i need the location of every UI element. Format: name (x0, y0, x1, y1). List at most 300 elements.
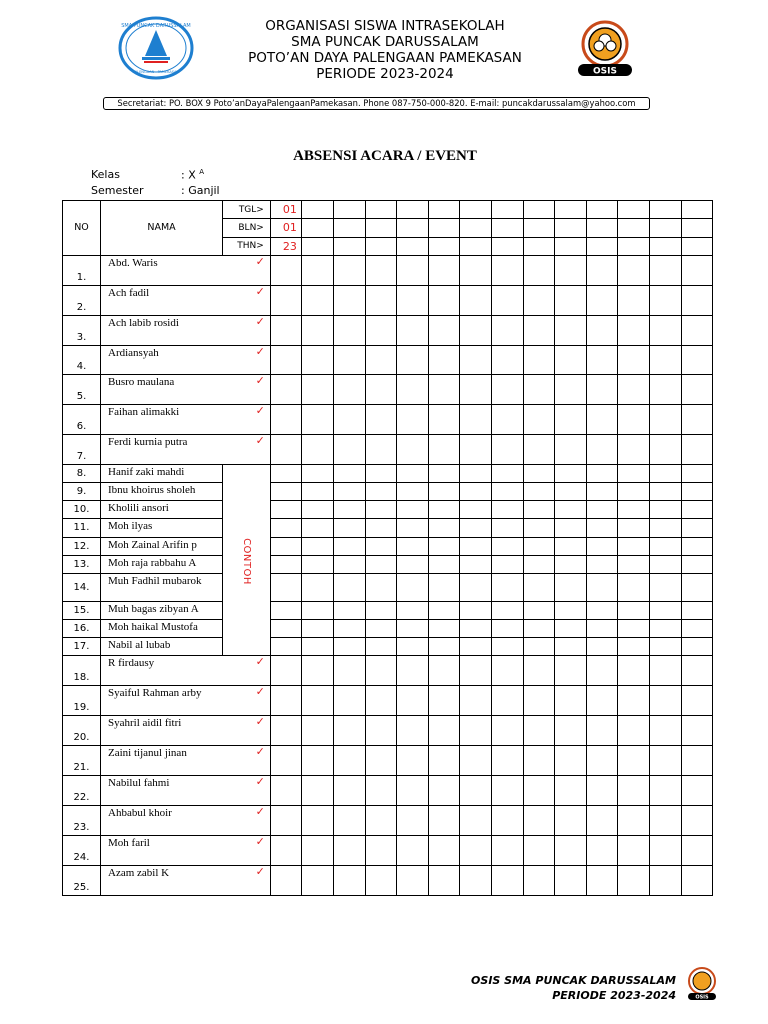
attendance-cell[interactable] (428, 573, 460, 602)
attendance-cell[interactable] (618, 465, 650, 483)
attendance-cell[interactable] (681, 686, 713, 716)
attendance-cell[interactable] (523, 375, 555, 405)
attendance-cell[interactable] (523, 716, 555, 746)
attendance-cell[interactable] (302, 483, 334, 501)
attendance-cell[interactable] (523, 602, 555, 620)
attendance-cell[interactable] (460, 375, 492, 405)
attendance-cell[interactable] (334, 375, 366, 405)
attendance-cell[interactable] (618, 555, 650, 573)
attendance-cell[interactable] (365, 602, 397, 620)
attendance-cell[interactable] (681, 315, 713, 345)
attendance-cell[interactable] (428, 501, 460, 519)
attendance-cell[interactable] (365, 835, 397, 865)
attendance-cell[interactable] (555, 716, 587, 746)
attendance-cell[interactable] (365, 285, 397, 315)
attendance-cell[interactable] (460, 805, 492, 835)
attendance-cell[interactable] (586, 255, 618, 285)
attendance-cell[interactable] (270, 501, 302, 519)
attendance-cell[interactable] (270, 746, 302, 776)
attendance-cell[interactable] (523, 686, 555, 716)
attendance-cell[interactable] (460, 405, 492, 435)
attendance-cell[interactable] (428, 620, 460, 638)
attendance-cell[interactable] (334, 805, 366, 835)
attendance-cell[interactable] (555, 405, 587, 435)
attendance-cell[interactable] (492, 656, 524, 686)
attendance-cell[interactable] (492, 686, 524, 716)
attendance-cell[interactable] (555, 602, 587, 620)
attendance-cell[interactable] (618, 285, 650, 315)
attendance-cell[interactable] (618, 315, 650, 345)
attendance-cell[interactable] (428, 465, 460, 483)
attendance-cell[interactable] (492, 865, 524, 895)
attendance-cell[interactable] (270, 405, 302, 435)
attendance-cell[interactable] (586, 835, 618, 865)
attendance-cell[interactable] (681, 285, 713, 315)
attendance-cell[interactable] (460, 602, 492, 620)
attendance-cell[interactable] (302, 435, 334, 465)
attendance-cell[interactable] (270, 805, 302, 835)
attendance-cell[interactable] (428, 555, 460, 573)
attendance-cell[interactable] (334, 537, 366, 555)
attendance-cell[interactable] (649, 865, 681, 895)
attendance-cell[interactable] (681, 375, 713, 405)
attendance-cell[interactable] (492, 537, 524, 555)
attendance-cell[interactable] (302, 835, 334, 865)
attendance-cell[interactable] (334, 620, 366, 638)
attendance-cell[interactable] (681, 620, 713, 638)
attendance-cell[interactable] (397, 435, 429, 465)
attendance-cell[interactable] (618, 746, 650, 776)
attendance-cell[interactable] (270, 716, 302, 746)
attendance-cell[interactable] (397, 776, 429, 806)
attendance-cell[interactable] (365, 405, 397, 435)
attendance-cell[interactable] (492, 555, 524, 573)
attendance-cell[interactable] (492, 519, 524, 537)
attendance-cell[interactable] (302, 865, 334, 895)
attendance-cell[interactable] (649, 656, 681, 686)
attendance-cell[interactable] (334, 519, 366, 537)
attendance-cell[interactable] (460, 865, 492, 895)
attendance-cell[interactable] (397, 835, 429, 865)
attendance-cell[interactable] (397, 501, 429, 519)
attendance-cell[interactable] (365, 638, 397, 656)
attendance-cell[interactable] (365, 519, 397, 537)
attendance-cell[interactable] (523, 835, 555, 865)
attendance-cell[interactable] (365, 375, 397, 405)
attendance-cell[interactable] (334, 405, 366, 435)
attendance-cell[interactable] (365, 620, 397, 638)
attendance-cell[interactable] (334, 345, 366, 375)
attendance-cell[interactable] (555, 255, 587, 285)
attendance-cell[interactable] (428, 602, 460, 620)
attendance-cell[interactable] (523, 501, 555, 519)
attendance-cell[interactable] (649, 776, 681, 806)
attendance-cell[interactable] (555, 537, 587, 555)
attendance-cell[interactable] (555, 315, 587, 345)
attendance-cell[interactable] (618, 345, 650, 375)
attendance-cell[interactable] (649, 573, 681, 602)
attendance-cell[interactable] (397, 746, 429, 776)
attendance-cell[interactable] (334, 501, 366, 519)
attendance-cell[interactable] (460, 716, 492, 746)
attendance-cell[interactable] (586, 716, 618, 746)
attendance-cell[interactable] (460, 555, 492, 573)
attendance-cell[interactable] (302, 776, 334, 806)
attendance-cell[interactable] (618, 255, 650, 285)
attendance-cell[interactable] (302, 716, 334, 746)
attendance-cell[interactable] (523, 435, 555, 465)
attendance-cell[interactable] (460, 638, 492, 656)
attendance-cell[interactable] (681, 716, 713, 746)
attendance-cell[interactable] (555, 375, 587, 405)
attendance-cell[interactable] (365, 656, 397, 686)
attendance-cell[interactable] (586, 602, 618, 620)
attendance-cell[interactable] (523, 620, 555, 638)
attendance-cell[interactable] (618, 537, 650, 555)
attendance-cell[interactable] (397, 805, 429, 835)
attendance-cell[interactable] (492, 776, 524, 806)
attendance-cell[interactable] (649, 285, 681, 315)
attendance-cell[interactable] (428, 656, 460, 686)
attendance-cell[interactable] (586, 656, 618, 686)
attendance-cell[interactable] (586, 519, 618, 537)
attendance-cell[interactable] (681, 746, 713, 776)
attendance-cell[interactable] (492, 501, 524, 519)
attendance-cell[interactable] (302, 638, 334, 656)
attendance-cell[interactable] (365, 776, 397, 806)
attendance-cell[interactable] (365, 716, 397, 746)
attendance-cell[interactable] (523, 746, 555, 776)
attendance-cell[interactable] (302, 805, 334, 835)
attendance-cell[interactable] (555, 345, 587, 375)
attendance-cell[interactable] (270, 435, 302, 465)
attendance-cell[interactable] (586, 435, 618, 465)
attendance-cell[interactable] (681, 776, 713, 806)
attendance-cell[interactable] (555, 776, 587, 806)
attendance-cell[interactable] (586, 746, 618, 776)
attendance-cell[interactable] (649, 255, 681, 285)
attendance-cell[interactable] (428, 835, 460, 865)
attendance-cell[interactable] (523, 519, 555, 537)
attendance-cell[interactable] (649, 620, 681, 638)
attendance-cell[interactable] (365, 435, 397, 465)
attendance-cell[interactable] (270, 573, 302, 602)
attendance-cell[interactable] (334, 638, 366, 656)
attendance-cell[interactable] (270, 620, 302, 638)
attendance-cell[interactable] (270, 345, 302, 375)
attendance-cell[interactable] (618, 638, 650, 656)
attendance-cell[interactable] (649, 315, 681, 345)
attendance-cell[interactable] (523, 805, 555, 835)
attendance-cell[interactable] (460, 656, 492, 686)
attendance-cell[interactable] (586, 573, 618, 602)
attendance-cell[interactable] (492, 835, 524, 865)
attendance-cell[interactable] (428, 405, 460, 435)
attendance-cell[interactable] (649, 465, 681, 483)
attendance-cell[interactable] (492, 255, 524, 285)
attendance-cell[interactable] (428, 776, 460, 806)
attendance-cell[interactable] (649, 501, 681, 519)
attendance-cell[interactable] (302, 375, 334, 405)
attendance-cell[interactable] (681, 555, 713, 573)
attendance-cell[interactable] (586, 501, 618, 519)
attendance-cell[interactable] (270, 555, 302, 573)
attendance-cell[interactable] (270, 865, 302, 895)
attendance-cell[interactable] (428, 285, 460, 315)
attendance-cell[interactable] (586, 865, 618, 895)
attendance-cell[interactable] (523, 638, 555, 656)
attendance-cell[interactable] (270, 835, 302, 865)
attendance-cell[interactable] (460, 465, 492, 483)
attendance-cell[interactable] (397, 602, 429, 620)
attendance-cell[interactable] (334, 656, 366, 686)
attendance-cell[interactable] (586, 483, 618, 501)
attendance-cell[interactable] (618, 776, 650, 806)
attendance-cell[interactable] (681, 537, 713, 555)
attendance-cell[interactable] (428, 375, 460, 405)
attendance-cell[interactable] (397, 555, 429, 573)
attendance-cell[interactable] (618, 519, 650, 537)
attendance-cell[interactable] (397, 638, 429, 656)
attendance-cell[interactable] (555, 483, 587, 501)
attendance-cell[interactable] (428, 345, 460, 375)
attendance-cell[interactable] (523, 315, 555, 345)
attendance-cell[interactable] (302, 656, 334, 686)
attendance-cell[interactable] (586, 345, 618, 375)
attendance-cell[interactable] (523, 285, 555, 315)
attendance-cell[interactable] (681, 405, 713, 435)
attendance-cell[interactable] (365, 686, 397, 716)
attendance-cell[interactable] (586, 686, 618, 716)
attendance-cell[interactable] (302, 555, 334, 573)
attendance-cell[interactable] (555, 835, 587, 865)
attendance-cell[interactable] (428, 519, 460, 537)
attendance-cell[interactable] (681, 835, 713, 865)
attendance-cell[interactable] (492, 573, 524, 602)
attendance-cell[interactable] (428, 716, 460, 746)
attendance-cell[interactable] (302, 345, 334, 375)
attendance-cell[interactable] (492, 602, 524, 620)
attendance-cell[interactable] (302, 285, 334, 315)
attendance-cell[interactable] (523, 656, 555, 686)
attendance-cell[interactable] (334, 255, 366, 285)
attendance-cell[interactable] (428, 746, 460, 776)
attendance-cell[interactable] (397, 537, 429, 555)
attendance-cell[interactable] (302, 746, 334, 776)
attendance-cell[interactable] (681, 638, 713, 656)
attendance-cell[interactable] (397, 405, 429, 435)
attendance-cell[interactable] (649, 519, 681, 537)
attendance-cell[interactable] (428, 537, 460, 555)
attendance-cell[interactable] (428, 805, 460, 835)
attendance-cell[interactable] (397, 375, 429, 405)
attendance-cell[interactable] (270, 686, 302, 716)
attendance-cell[interactable] (618, 716, 650, 746)
attendance-cell[interactable] (460, 501, 492, 519)
attendance-cell[interactable] (681, 465, 713, 483)
attendance-cell[interactable] (365, 483, 397, 501)
attendance-cell[interactable] (555, 465, 587, 483)
attendance-cell[interactable] (649, 483, 681, 501)
attendance-cell[interactable] (460, 285, 492, 315)
attendance-cell[interactable] (334, 483, 366, 501)
attendance-cell[interactable] (460, 435, 492, 465)
attendance-cell[interactable] (618, 865, 650, 895)
attendance-cell[interactable] (302, 519, 334, 537)
attendance-cell[interactable] (618, 805, 650, 835)
attendance-cell[interactable] (492, 345, 524, 375)
attendance-cell[interactable] (428, 435, 460, 465)
attendance-cell[interactable] (397, 483, 429, 501)
attendance-cell[interactable] (586, 315, 618, 345)
attendance-cell[interactable] (397, 656, 429, 686)
attendance-cell[interactable] (397, 255, 429, 285)
attendance-cell[interactable] (397, 519, 429, 537)
attendance-cell[interactable] (618, 435, 650, 465)
attendance-cell[interactable] (460, 537, 492, 555)
attendance-cell[interactable] (649, 435, 681, 465)
attendance-cell[interactable] (302, 405, 334, 435)
attendance-cell[interactable] (618, 405, 650, 435)
attendance-cell[interactable] (586, 805, 618, 835)
attendance-cell[interactable] (365, 555, 397, 573)
attendance-cell[interactable] (428, 315, 460, 345)
attendance-cell[interactable] (270, 285, 302, 315)
attendance-cell[interactable] (397, 865, 429, 895)
attendance-cell[interactable] (460, 776, 492, 806)
attendance-cell[interactable] (555, 656, 587, 686)
attendance-cell[interactable] (334, 315, 366, 345)
attendance-cell[interactable] (270, 375, 302, 405)
attendance-cell[interactable] (555, 865, 587, 895)
attendance-cell[interactable] (492, 746, 524, 776)
attendance-cell[interactable] (649, 746, 681, 776)
attendance-cell[interactable] (334, 465, 366, 483)
attendance-cell[interactable] (365, 255, 397, 285)
attendance-cell[interactable] (492, 620, 524, 638)
attendance-cell[interactable] (649, 716, 681, 746)
attendance-cell[interactable] (270, 537, 302, 555)
attendance-cell[interactable] (523, 483, 555, 501)
attendance-cell[interactable] (618, 483, 650, 501)
attendance-cell[interactable] (302, 537, 334, 555)
attendance-cell[interactable] (334, 865, 366, 895)
attendance-cell[interactable] (618, 835, 650, 865)
attendance-cell[interactable] (302, 686, 334, 716)
attendance-cell[interactable] (523, 537, 555, 555)
attendance-cell[interactable] (460, 519, 492, 537)
attendance-cell[interactable] (460, 345, 492, 375)
attendance-cell[interactable] (555, 746, 587, 776)
attendance-cell[interactable] (302, 501, 334, 519)
attendance-cell[interactable] (365, 805, 397, 835)
attendance-cell[interactable] (365, 573, 397, 602)
attendance-cell[interactable] (492, 716, 524, 746)
attendance-cell[interactable] (397, 465, 429, 483)
attendance-cell[interactable] (334, 602, 366, 620)
attendance-cell[interactable] (365, 865, 397, 895)
attendance-cell[interactable] (365, 315, 397, 345)
attendance-cell[interactable] (460, 835, 492, 865)
attendance-cell[interactable] (618, 375, 650, 405)
attendance-cell[interactable] (586, 537, 618, 555)
attendance-cell[interactable] (365, 465, 397, 483)
attendance-cell[interactable] (492, 638, 524, 656)
attendance-cell[interactable] (460, 573, 492, 602)
attendance-cell[interactable] (334, 716, 366, 746)
attendance-cell[interactable] (397, 285, 429, 315)
attendance-cell[interactable] (555, 555, 587, 573)
attendance-cell[interactable] (681, 501, 713, 519)
attendance-cell[interactable] (270, 483, 302, 501)
attendance-cell[interactable] (649, 555, 681, 573)
attendance-cell[interactable] (334, 435, 366, 465)
attendance-cell[interactable] (555, 638, 587, 656)
attendance-cell[interactable] (586, 465, 618, 483)
attendance-cell[interactable] (460, 483, 492, 501)
attendance-cell[interactable] (270, 255, 302, 285)
attendance-cell[interactable] (428, 686, 460, 716)
attendance-cell[interactable] (492, 483, 524, 501)
attendance-cell[interactable] (334, 746, 366, 776)
attendance-cell[interactable] (681, 435, 713, 465)
attendance-cell[interactable] (397, 345, 429, 375)
attendance-cell[interactable] (618, 620, 650, 638)
attendance-cell[interactable] (397, 686, 429, 716)
attendance-cell[interactable] (428, 483, 460, 501)
attendance-cell[interactable] (334, 555, 366, 573)
attendance-cell[interactable] (523, 405, 555, 435)
attendance-cell[interactable] (270, 465, 302, 483)
attendance-cell[interactable] (302, 573, 334, 602)
attendance-cell[interactable] (586, 638, 618, 656)
attendance-cell[interactable] (523, 255, 555, 285)
attendance-cell[interactable] (555, 285, 587, 315)
attendance-cell[interactable] (649, 602, 681, 620)
attendance-cell[interactable] (681, 255, 713, 285)
attendance-cell[interactable] (302, 620, 334, 638)
attendance-cell[interactable] (270, 315, 302, 345)
attendance-cell[interactable] (523, 555, 555, 573)
attendance-cell[interactable] (586, 555, 618, 573)
attendance-cell[interactable] (681, 865, 713, 895)
attendance-cell[interactable] (586, 620, 618, 638)
attendance-cell[interactable] (492, 375, 524, 405)
attendance-cell[interactable] (555, 519, 587, 537)
attendance-cell[interactable] (523, 865, 555, 895)
attendance-cell[interactable] (555, 573, 587, 602)
attendance-cell[interactable] (334, 835, 366, 865)
attendance-cell[interactable] (681, 656, 713, 686)
attendance-cell[interactable] (555, 805, 587, 835)
attendance-cell[interactable] (681, 345, 713, 375)
attendance-cell[interactable] (523, 776, 555, 806)
attendance-cell[interactable] (397, 573, 429, 602)
attendance-cell[interactable] (334, 776, 366, 806)
attendance-cell[interactable] (649, 345, 681, 375)
attendance-cell[interactable] (681, 483, 713, 501)
attendance-cell[interactable] (681, 805, 713, 835)
attendance-cell[interactable] (555, 686, 587, 716)
attendance-cell[interactable] (334, 573, 366, 602)
attendance-cell[interactable] (555, 435, 587, 465)
attendance-cell[interactable] (649, 638, 681, 656)
attendance-cell[interactable] (270, 776, 302, 806)
attendance-cell[interactable] (681, 519, 713, 537)
attendance-cell[interactable] (618, 656, 650, 686)
attendance-cell[interactable] (555, 501, 587, 519)
attendance-cell[interactable] (586, 776, 618, 806)
